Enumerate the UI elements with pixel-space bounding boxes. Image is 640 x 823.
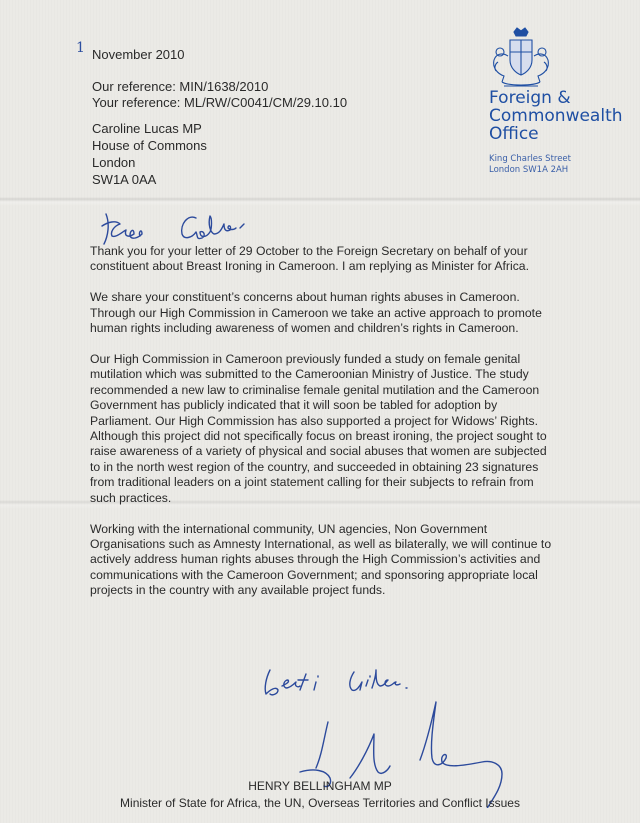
body-paragraph: Working with the international community, UN agencies, Non Government Organisations such as Amnesty International, as well as bilaterally, we will continue to actively address human rights abuses through the High Commission’s activities and communications with the Cameroon Government; and sponsoring appropriate local projects in the country with any available project funds.: [90, 521, 552, 598]
body-paragraph: Our High Commission in Cameroon previously funded a study on female genital mutilation which was submitted to the Cameroonian Ministry of Justice. The study recommended a new law to criminalise female genital mutilation and the Cameroon Government has publicly indicated that it will soon be tabled for adoption by Parliament. Our High Commission has also supported a project for Widows’ Rights. Although this project did not specifically focus on breast ironing, the project sought to raise awareness of a variety of physical and social abuses that women are subjected to in the north west region of the country, and succeeded in obtaining 23 signatures from traditional leaders on a joint statement calling for their subjects to refrain from such practices.: [90, 352, 547, 505]
letterhead-name-line: Foreign &: [489, 88, 571, 108]
handwritten-signoff: [258, 662, 418, 698]
handwritten-date-mark: 1: [76, 40, 85, 56]
letterhead-address: [489, 154, 571, 176]
letterhead-name: [489, 89, 623, 143]
signer-role: Minister of State for Africa, the UN, Overseas Territories and Conflict Issues: [120, 796, 520, 810]
recipient-address: [92, 120, 207, 188]
body-paragraph: We share your constituent’s concerns about human rights abuses in Cameroon. Through our High Commission in Cameroon we take an active approach to promote human rights including awareness of women and children’s rights in Cameroon.: [90, 290, 542, 336]
handwritten-salutation: [100, 208, 300, 248]
recipient-line: London: [92, 155, 136, 170]
letter-body: [90, 244, 560, 614]
body-paragraph: Thank you for your letter of 29 October to the Foreign Secretary on behalf of your constituent about Breast Ironing in Cameroon. I am replying as Minister for Africa.: [90, 244, 529, 274]
our-reference: Our reference: MIN/1638/2010: [92, 79, 269, 94]
signer-name: HENRY BELLINGHAM MP: [248, 779, 392, 793]
royal-crest-icon: [484, 26, 558, 90]
letterhead-address-line: London SW1A 2AH: [489, 165, 569, 175]
recipient-postcode: SW1A 0AA: [92, 172, 157, 187]
letterhead-address-line: King Charles Street: [489, 154, 571, 164]
letterhead-name-line: Commonwealth: [489, 106, 623, 126]
your-reference: Your reference: ML/RW/C0041/CM/29.10.10: [92, 95, 348, 110]
letter-date: November 2010: [92, 47, 185, 62]
reference-block: [92, 79, 347, 111]
recipient-name: Caroline Lucas MP: [92, 121, 202, 136]
letterhead-name-line: Office: [489, 124, 539, 144]
recipient-line: House of Commons: [92, 138, 207, 153]
